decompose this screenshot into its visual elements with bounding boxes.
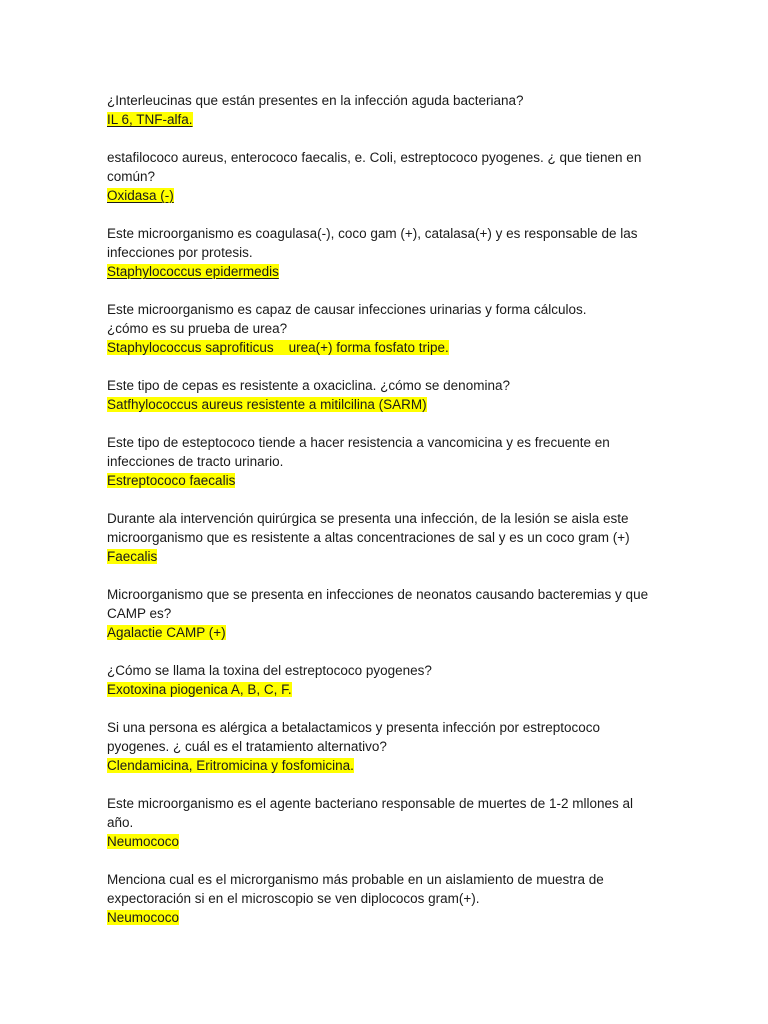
question-text: Menciona cual es el microrganismo más probable en un aislamiento de muestra de expectoración si en el microscopio se ven diplococos gram(+). (107, 872, 604, 906)
answer-highlight: Clendamicina, Eritromicina y fosfomicina. (107, 758, 354, 773)
question-text: Este microorganismo es capaz de causar infecciones urinarias y forma cálculos. ¿cómo es su prueba de urea? (107, 302, 587, 336)
question-text: Si una persona es alérgica a betalactamicos y presenta infección por estreptococo pyogenes. ¿ cuál es el tratamiento alternativo? (107, 720, 601, 754)
qa-item (107, 224, 667, 281)
answer-highlight: Exotoxina piogenica A, B, C, F. (107, 682, 292, 697)
qa-item (107, 585, 667, 642)
answer-highlight: Faecalis (107, 549, 158, 564)
question-text: Este tipo de esteptococo tiende a hacer resistencia a vancomicina y es frecuente en infecciones de tracto urinario. (107, 435, 610, 469)
answer-highlight: Estreptococo faecalis (107, 473, 236, 488)
question-text: Durante ala intervención quirúrgica se presenta una infección, de la lesión se aisla este microorganismo que es resistente a altas concentraciones de sal y es un coco gram (+) (107, 511, 630, 545)
question-text: Microorganismo que se presenta en infecciones de neonatos causando bacteremias y que CAMP es? (107, 587, 649, 621)
qa-item (107, 91, 667, 129)
question-text: ¿Interleucinas que están presentes en la infección aguda bacteriana? (107, 93, 524, 108)
answer-highlight: Staphylococcus saprofiticus urea(+) forma fosfato tripe. (107, 340, 449, 355)
question-text: estafilococo aureus, enterococo faecalis, e. Coli, estreptococo pyogenes. ¿ que tienen en común? (107, 150, 642, 184)
question-text: Este tipo de cepas es resistente a oxaciclina. ¿cómo se denomina? (107, 378, 510, 393)
question-text: Este microorganismo es el agente bacteriano responsable de muertes de 1-2 mllones al año. (107, 796, 634, 830)
qa-list (107, 91, 667, 946)
qa-item (107, 661, 667, 699)
answer-highlight: Agalactie CAMP (+) (107, 625, 226, 640)
answer-highlight: Neumococo (107, 834, 180, 849)
qa-item (107, 376, 667, 414)
qa-item (107, 300, 667, 357)
qa-item (107, 148, 667, 205)
qa-item (107, 509, 667, 566)
question-text: ¿Cómo se llama la toxina del estreptococo pyogenes? (107, 663, 432, 678)
qa-item (107, 433, 667, 490)
qa-item (107, 794, 667, 851)
qa-item (107, 870, 667, 927)
answer-highlight: Neumococo (107, 910, 180, 925)
answer-highlight: Satfhylococcus aureus resistente a mitilcilina (SARM) (107, 397, 427, 412)
answer-highlight: Staphylococcus epidermedis (107, 264, 279, 279)
answer-highlight: Oxidasa (-) (107, 188, 174, 203)
question-text: Este microorganismo es coagulasa(-), coco gam (+), catalasa(+) y es responsable de las infecciones por protesis. (107, 226, 638, 260)
answer-highlight: IL 6, TNF-alfa. (107, 112, 193, 127)
qa-item (107, 718, 667, 775)
